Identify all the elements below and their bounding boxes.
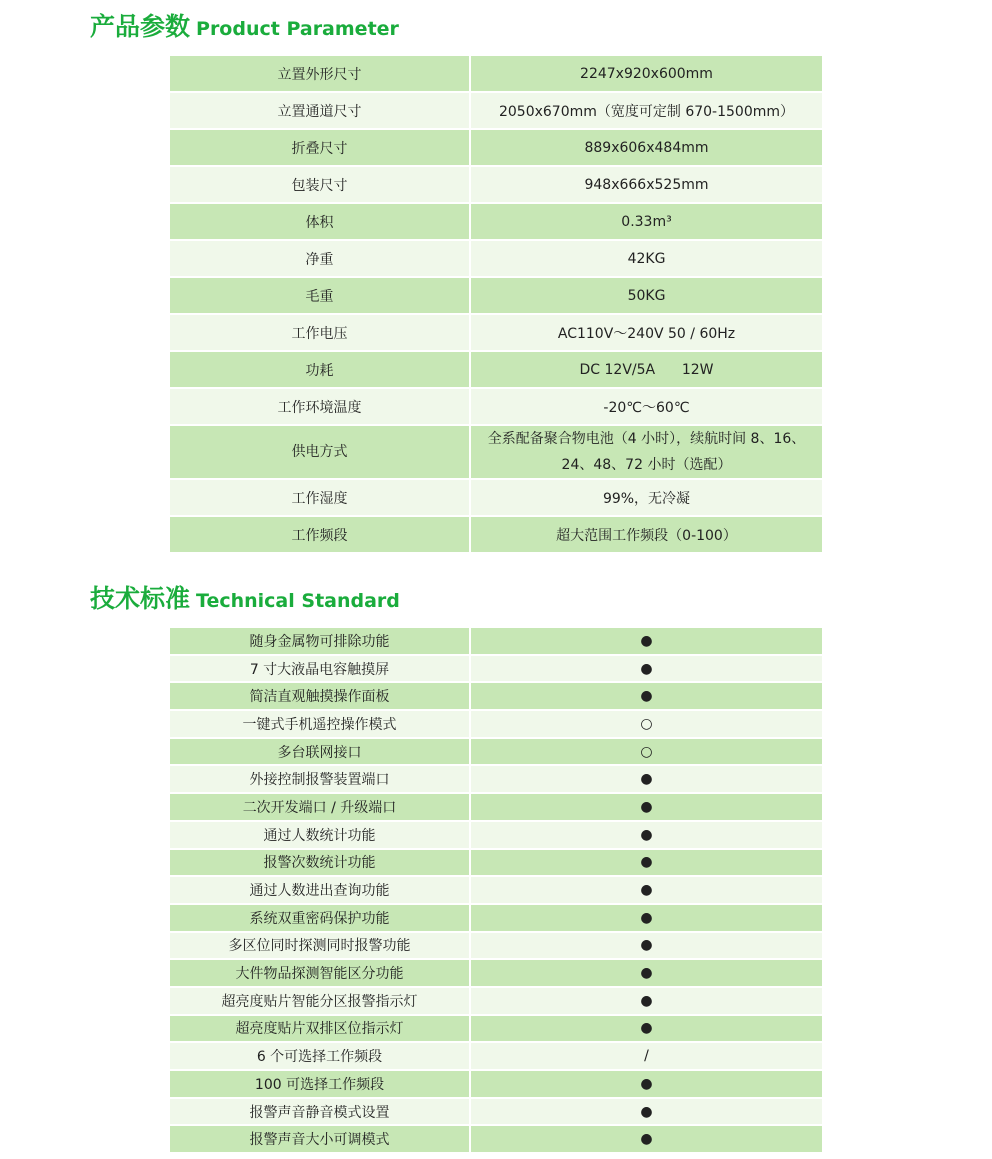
heading-cn: 产品参数 <box>90 12 191 41</box>
feature-mark: ● <box>470 904 822 932</box>
feature-label: 报警次数统计功能 <box>170 849 470 877</box>
heading-en: Technical Standard <box>196 590 400 612</box>
heading-en: Product Parameter <box>196 18 399 40</box>
table-row <box>170 314 822 351</box>
table-row <box>170 203 822 240</box>
feature-mark: ● <box>470 959 822 987</box>
feature-mark: ● <box>470 628 822 655</box>
technical-standard-table <box>170 628 822 1154</box>
param-value: 全系配备聚合物电池（4 小时），续航时间 8、16、24、48、72 小时（选配） <box>470 425 822 479</box>
feature-label: 大件物品探测智能区分功能 <box>170 959 470 987</box>
table-row <box>170 628 822 655</box>
table-row <box>170 129 822 166</box>
product-parameter-heading <box>90 7 399 43</box>
table-row <box>170 765 822 793</box>
table-row <box>170 425 822 479</box>
table-row <box>170 932 822 960</box>
param-value: 2050x670mm（宽度可定制 670-1500mm） <box>470 92 822 129</box>
feature-mark: ● <box>470 793 822 821</box>
param-value: 889x606x484mm <box>470 129 822 166</box>
table-row <box>170 516 822 553</box>
feature-label: 外接控制报警装置端口 <box>170 765 470 793</box>
feature-mark: ● <box>470 1015 822 1043</box>
param-label: 立置通道尺寸 <box>170 92 470 129</box>
param-label: 立置外形尺寸 <box>170 56 470 92</box>
feature-label: 通过人数进出查询功能 <box>170 876 470 904</box>
feature-label: 二次开发端口 / 升级端口 <box>170 793 470 821</box>
feature-mark: ● <box>470 1125 822 1153</box>
feature-mark: ● <box>470 821 822 849</box>
param-label: 体积 <box>170 203 470 240</box>
table-row <box>170 793 822 821</box>
feature-mark: ● <box>470 682 822 710</box>
table-row <box>170 655 822 683</box>
feature-label: 多台联网接口 <box>170 738 470 766</box>
feature-label: 7 寸大液晶电容触摸屏 <box>170 655 470 683</box>
table-row <box>170 876 822 904</box>
feature-mark: / <box>470 1042 822 1070</box>
feature-label: 系统双重密码保护功能 <box>170 904 470 932</box>
param-label: 工作频段 <box>170 516 470 553</box>
feature-mark: ● <box>470 932 822 960</box>
feature-label: 随身金属物可排除功能 <box>170 628 470 655</box>
table-row <box>170 1015 822 1043</box>
param-value: 42KG <box>470 240 822 277</box>
table-row <box>170 959 822 987</box>
feature-mark: ● <box>470 849 822 877</box>
feature-label: 通过人数统计功能 <box>170 821 470 849</box>
table-row <box>170 710 822 738</box>
param-value: 50KG <box>470 277 822 314</box>
feature-label: 100 可选择工作频段 <box>170 1070 470 1098</box>
table-row <box>170 92 822 129</box>
table-row <box>170 987 822 1015</box>
param-label: 工作电压 <box>170 314 470 351</box>
table-row <box>170 821 822 849</box>
technical-standard-heading <box>90 579 400 615</box>
param-value: DC 12V/5A 12W <box>470 351 822 388</box>
param-label: 功耗 <box>170 351 470 388</box>
table-row <box>170 1125 822 1153</box>
table-row <box>170 849 822 877</box>
table-row <box>170 277 822 314</box>
table-row <box>170 738 822 766</box>
param-value: 2247x920x600mm <box>470 56 822 92</box>
feature-label: 简洁直观触摸操作面板 <box>170 682 470 710</box>
product-parameter-table <box>170 56 822 554</box>
feature-mark: ● <box>470 876 822 904</box>
feature-mark: ● <box>470 987 822 1015</box>
table-row <box>170 166 822 203</box>
table-row <box>170 56 822 92</box>
feature-mark: ● <box>470 1070 822 1098</box>
param-value: -20℃～60℃ <box>470 388 822 425</box>
feature-label: 多区位同时探测同时报警功能 <box>170 932 470 960</box>
feature-mark: ○ <box>470 710 822 738</box>
feature-label: 一键式手机遥控操作模式 <box>170 710 470 738</box>
heading-cn: 技术标准 <box>90 584 191 613</box>
feature-label: 报警声音静音模式设置 <box>170 1098 470 1126</box>
param-value: AC110V～240V 50 / 60Hz <box>470 314 822 351</box>
feature-mark: ● <box>470 1098 822 1126</box>
param-label: 工作湿度 <box>170 479 470 516</box>
table-row <box>170 479 822 516</box>
table-row <box>170 1070 822 1098</box>
param-label: 净重 <box>170 240 470 277</box>
param-label: 毛重 <box>170 277 470 314</box>
table-row <box>170 1042 822 1070</box>
table-row <box>170 351 822 388</box>
param-label: 工作环境温度 <box>170 388 470 425</box>
table-row <box>170 904 822 932</box>
feature-label: 超亮度贴片智能分区报警指示灯 <box>170 987 470 1015</box>
feature-mark: ● <box>470 655 822 683</box>
feature-label: 6 个可选择工作频段 <box>170 1042 470 1070</box>
param-label: 包装尺寸 <box>170 166 470 203</box>
param-label: 供电方式 <box>170 425 470 479</box>
param-value: 超大范围工作频段（0-100） <box>470 516 822 553</box>
feature-mark: ○ <box>470 738 822 766</box>
param-value: 948x666x525mm <box>470 166 822 203</box>
feature-label: 报警声音大小可调模式 <box>170 1125 470 1153</box>
table-row <box>170 1098 822 1126</box>
table-row <box>170 388 822 425</box>
table-row <box>170 240 822 277</box>
table-row <box>170 682 822 710</box>
param-label: 折叠尺寸 <box>170 129 470 166</box>
feature-mark: ● <box>470 765 822 793</box>
param-value: 0.33m³ <box>470 203 822 240</box>
feature-label: 超亮度贴片双排区位指示灯 <box>170 1015 470 1043</box>
param-value: 99%，无冷凝 <box>470 479 822 516</box>
